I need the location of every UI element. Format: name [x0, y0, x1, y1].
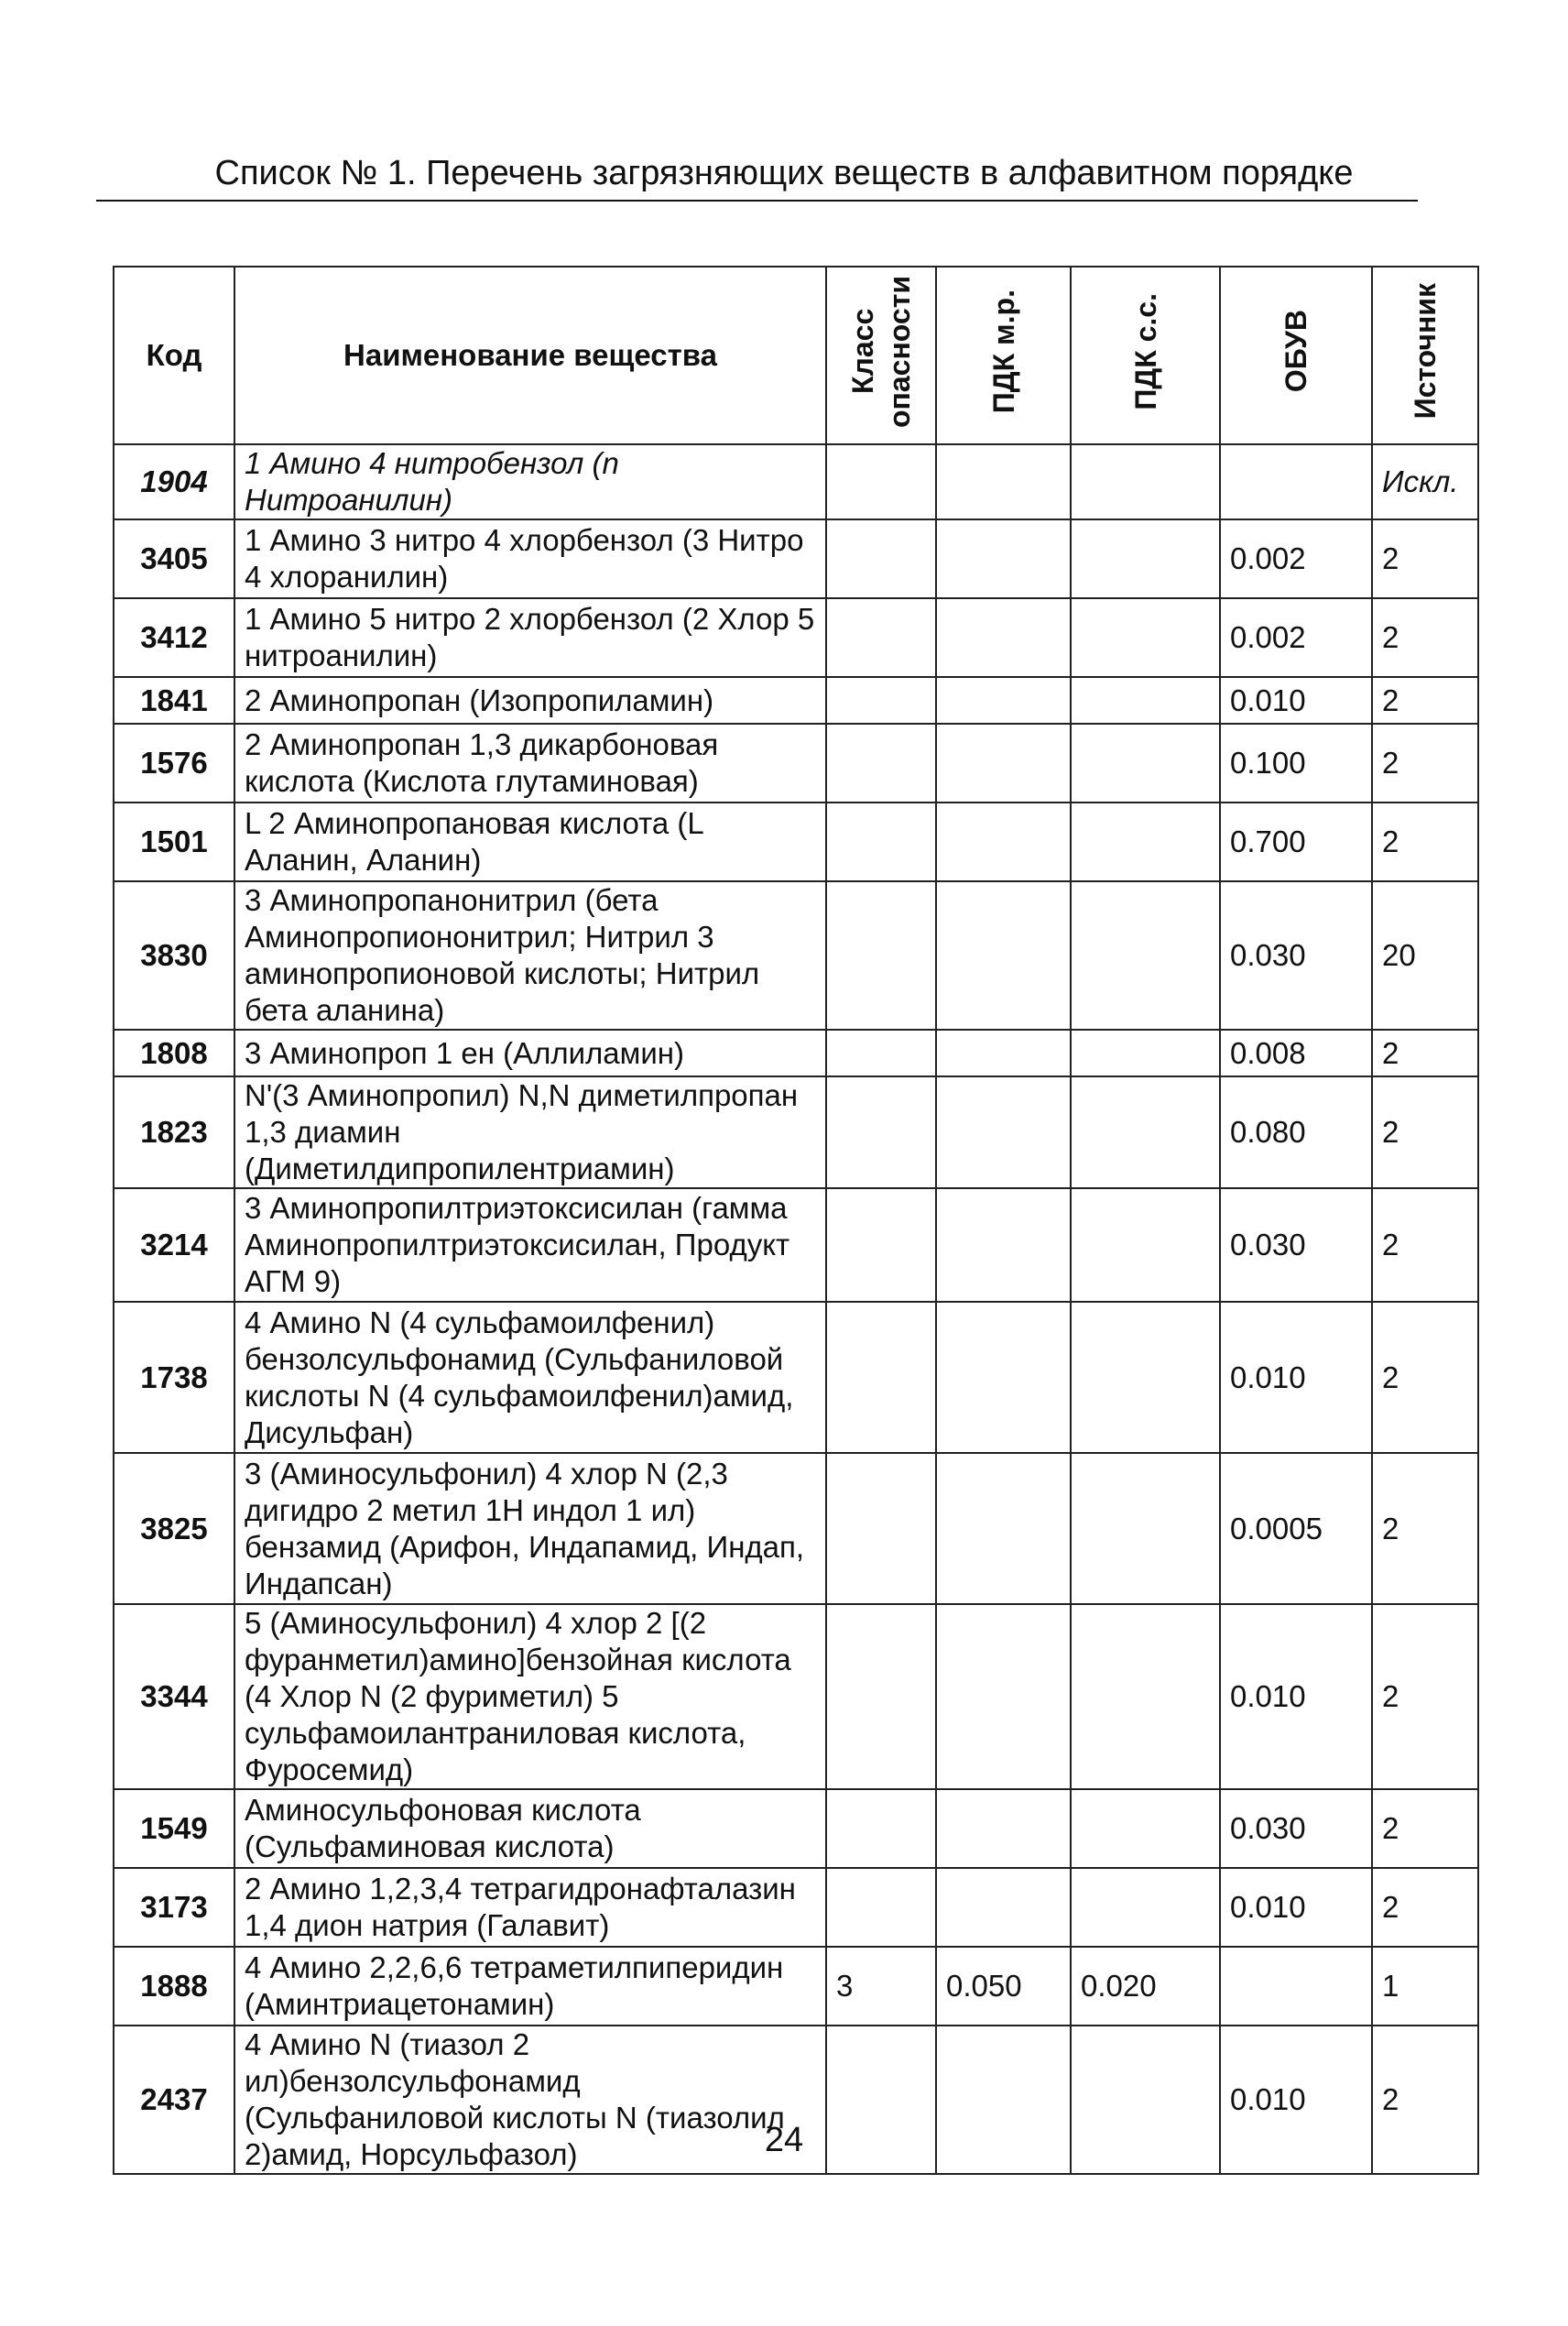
- cell-pdk-mr: 0.050: [936, 1947, 1071, 2026]
- cell-pdk-ss: [1071, 1076, 1220, 1188]
- page-title: Список № 1. Перечень загрязняющих веществ в алфавитном порядке: [214, 154, 1354, 192]
- cell-obuv: 0.030: [1220, 1188, 1372, 1302]
- cell-hazard-class: [826, 724, 936, 803]
- cell-pdk-ss: [1071, 1188, 1220, 1302]
- cell-code: 1888: [114, 1947, 234, 2026]
- header-pdk-mr: [936, 267, 1071, 444]
- cell-source: 2: [1372, 1076, 1478, 1188]
- cell-code: 1904: [114, 444, 234, 519]
- cell-hazard-class: [826, 1453, 936, 1604]
- cell-pdk-ss: [1071, 1453, 1220, 1604]
- header-source-label: Источник: [1409, 283, 1442, 420]
- cell-hazard-class: [826, 598, 936, 677]
- cell-obuv: [1220, 1947, 1372, 2026]
- cell-name: 4 Амино 2,2,6,6 тетраметилпиперидин (Аминтриацетонамин): [234, 1947, 826, 2026]
- cell-hazard-class: [826, 444, 936, 519]
- cell-obuv: 0.010: [1220, 677, 1372, 724]
- cell-pdk-ss: [1071, 724, 1220, 803]
- cell-hazard-class: [826, 1030, 936, 1076]
- cell-pdk-mr: [936, 1604, 1071, 1789]
- cell-code: 3830: [114, 881, 234, 1030]
- cell-pdk-mr: [936, 1453, 1071, 1604]
- cell-pdk-ss: [1071, 444, 1220, 519]
- cell-hazard-class: [826, 677, 936, 724]
- cell-code: 3344: [114, 1604, 234, 1789]
- table-row: [114, 1188, 1478, 1302]
- cell-hazard-class: [826, 1188, 936, 1302]
- header-code: Код: [114, 267, 234, 444]
- table-row: [114, 598, 1478, 677]
- cell-obuv: 0.010: [1220, 1302, 1372, 1453]
- cell-obuv: 0.002: [1220, 519, 1372, 598]
- table-row: [114, 1868, 1478, 1947]
- table-row: [114, 1947, 1478, 2026]
- cell-name: 4 Амино N (тиазол 2 ил)бензолсульфонамид (Сульфаниловой кислоты N (тиазолил 2)амид, Норсульфазол): [234, 2026, 826, 2174]
- table-row: [114, 724, 1478, 803]
- title-divider: [96, 200, 1418, 202]
- cell-pdk-ss: [1071, 677, 1220, 724]
- table-row: [114, 1789, 1478, 1868]
- cell-pdk-mr: [936, 881, 1071, 1030]
- cell-pdk-mr: [936, 1789, 1071, 1868]
- cell-name: 3 Аминопропанонитрил (бета Аминопропиононитрил; Нитрил 3 аминопропионовой кислоты; Нитрил бета аланина): [234, 881, 826, 1030]
- cell-pdk-mr: [936, 1030, 1071, 1076]
- cell-source: 2: [1372, 1188, 1478, 1302]
- table-row: [114, 1302, 1478, 1453]
- cell-source: 2: [1372, 1604, 1478, 1789]
- cell-source: 2: [1372, 519, 1478, 598]
- cell-name: 4 Амино N (4 сульфамоилфенил) бензолсульфонамид (Сульфаниловой кислоты N (4 сульфамоилфенил)амид, Дисульфан): [234, 1302, 826, 1453]
- cell-obuv: [1220, 444, 1372, 519]
- cell-name: L 2 Аминопропановая кислота (L Аланин, Аланин): [234, 803, 826, 881]
- cell-source: 2: [1372, 1302, 1478, 1453]
- table-row: [114, 803, 1478, 881]
- cell-obuv: 0.0005: [1220, 1453, 1372, 1604]
- cell-pdk-ss: [1071, 598, 1220, 677]
- cell-name: 2 Аминопропан (Изопропиламин): [234, 677, 826, 724]
- table-row: [114, 1604, 1478, 1789]
- cell-obuv: 0.010: [1220, 2026, 1372, 2174]
- cell-source: 2: [1372, 677, 1478, 724]
- table-row: [114, 444, 1478, 519]
- cell-name: N'(3 Аминопропил) N,N диметилпропан 1,3 диамин (Диметилдипропилентриамин): [234, 1076, 826, 1188]
- cell-obuv: 0.700: [1220, 803, 1372, 881]
- cell-code: 1738: [114, 1302, 234, 1453]
- table-row: [114, 1030, 1478, 1076]
- cell-pdk-mr: [936, 803, 1071, 881]
- cell-pdk-ss: [1071, 881, 1220, 1030]
- cell-pdk-mr: [936, 724, 1071, 803]
- table-row: [114, 519, 1478, 598]
- cell-source: Искл.: [1372, 444, 1478, 519]
- cell-pdk-mr: [936, 1302, 1071, 1453]
- cell-source: 1: [1372, 1947, 1478, 2026]
- cell-hazard-class: [826, 881, 936, 1030]
- cell-pdk-mr: [936, 598, 1071, 677]
- cell-name: 3 (Аминосульфонил) 4 хлор N (2,3 дигидро 2 метил 1H индол 1 ил) бензамид (Арифон, Индапамид, Индап, Индапсан): [234, 1453, 826, 1604]
- cell-source: 2: [1372, 1453, 1478, 1604]
- cell-obuv: 0.030: [1220, 881, 1372, 1030]
- cell-pdk-ss: [1071, 803, 1220, 881]
- cell-hazard-class: [826, 1868, 936, 1947]
- cell-name: Аминосульфоновая кислота (Сульфаминовая кислота): [234, 1789, 826, 1868]
- cell-code: 1841: [114, 677, 234, 724]
- cell-pdk-ss: [1071, 1604, 1220, 1789]
- cell-code: 1576: [114, 724, 234, 803]
- pollutant-table: [113, 266, 1479, 2175]
- cell-pdk-ss: 0.020: [1071, 1947, 1220, 2026]
- cell-obuv: 0.080: [1220, 1076, 1372, 1188]
- cell-pdk-ss: [1071, 519, 1220, 598]
- cell-pdk-mr: [936, 519, 1071, 598]
- cell-source: 2: [1372, 1789, 1478, 1868]
- cell-hazard-class: [826, 1789, 936, 1868]
- cell-obuv: 0.010: [1220, 1868, 1372, 1947]
- cell-pdk-ss: [1071, 1030, 1220, 1076]
- table-row: [114, 1076, 1478, 1188]
- cell-pdk-mr: [936, 444, 1071, 519]
- cell-name: 3 Аминопропилтриэтоксисилан (гамма Аминопропилтриэтоксисилан, Продукт АГМ 9): [234, 1188, 826, 1302]
- table-header-row: [114, 267, 1478, 444]
- cell-hazard-class: [826, 1302, 936, 1453]
- header-name: Наименование вещества: [234, 267, 826, 444]
- cell-name: 1 Амино 4 нитробензол (n Нитроанилин): [234, 444, 826, 519]
- cell-name: 2 Аминопропан 1,3 дикарбоновая кислота (Кислота глутаминовая): [234, 724, 826, 803]
- cell-hazard-class: [826, 1076, 936, 1188]
- cell-pdk-mr: [936, 677, 1071, 724]
- header-pdk-mr-label: ПДК м.р.: [986, 289, 1020, 414]
- table-body: [114, 444, 1478, 2174]
- cell-name: 3 Аминопроп 1 ен (Аллиламин): [234, 1030, 826, 1076]
- cell-hazard-class: 3: [826, 1947, 936, 2026]
- table-row: [114, 1453, 1478, 1604]
- cell-hazard-class: [826, 803, 936, 881]
- cell-source: 2: [1372, 803, 1478, 881]
- cell-source: 2: [1372, 724, 1478, 803]
- cell-code: 3412: [114, 598, 234, 677]
- cell-code: 3825: [114, 1453, 234, 1604]
- header-pdk-ss: [1071, 267, 1220, 444]
- cell-pdk-mr: [936, 1868, 1071, 1947]
- cell-code: 1501: [114, 803, 234, 881]
- cell-hazard-class: [826, 519, 936, 598]
- cell-source: 2: [1372, 598, 1478, 677]
- cell-pdk-mr: [936, 1188, 1071, 1302]
- header-obuv: [1220, 267, 1372, 444]
- cell-code: 1808: [114, 1030, 234, 1076]
- cell-pdk-ss: [1071, 1868, 1220, 1947]
- cell-code: 3405: [114, 519, 234, 598]
- cell-code: 2437: [114, 2026, 234, 2174]
- table-row: [114, 677, 1478, 724]
- cell-pdk-ss: [1071, 1302, 1220, 1453]
- page-number: 24: [764, 2121, 804, 2159]
- cell-name: 1 Амино 3 нитро 4 хлорбензол (3 Нитро 4 хлоранилин): [234, 519, 826, 598]
- cell-hazard-class: [826, 1604, 936, 1789]
- cell-source: 20: [1372, 881, 1478, 1030]
- cell-obuv: 0.010: [1220, 1604, 1372, 1789]
- header-pdk-ss-label: ПДК с.с.: [1128, 292, 1162, 410]
- header-hazard-class-label: Класс опасности: [846, 275, 916, 428]
- cell-code: 3214: [114, 1188, 234, 1302]
- cell-code: 1549: [114, 1789, 234, 1868]
- cell-name: 2 Амино 1,2,3,4 тетрагидронафталазин 1,4 дион натрия (Галавит): [234, 1868, 826, 1947]
- cell-obuv: 0.002: [1220, 598, 1372, 677]
- cell-source: 2: [1372, 1030, 1478, 1076]
- table-row: [114, 881, 1478, 1030]
- header-obuv-label: ОБУВ: [1279, 310, 1312, 393]
- header-hazard-class: [826, 267, 936, 444]
- cell-code: 1823: [114, 1076, 234, 1188]
- cell-pdk-mr: [936, 1076, 1071, 1188]
- cell-obuv: 0.030: [1220, 1789, 1372, 1868]
- cell-name: 1 Амино 5 нитро 2 хлорбензол (2 Хлор 5 нитроанилин): [234, 598, 826, 677]
- cell-source: 2: [1372, 1868, 1478, 1947]
- cell-pdk-ss: [1071, 1789, 1220, 1868]
- cell-code: 3173: [114, 1868, 234, 1947]
- cell-name: 5 (Аминосульфонил) 4 хлор 2 [(2 фуранметил)амино]бензойная кислота (4 Хлор N (2 фуриметил) 5 сульфамоилантраниловая кислота, Фуросемид): [234, 1604, 826, 1789]
- cell-obuv: 0.100: [1220, 724, 1372, 803]
- header-source: [1372, 267, 1478, 444]
- cell-source: 2: [1372, 2026, 1478, 2174]
- cell-obuv: 0.008: [1220, 1030, 1372, 1076]
